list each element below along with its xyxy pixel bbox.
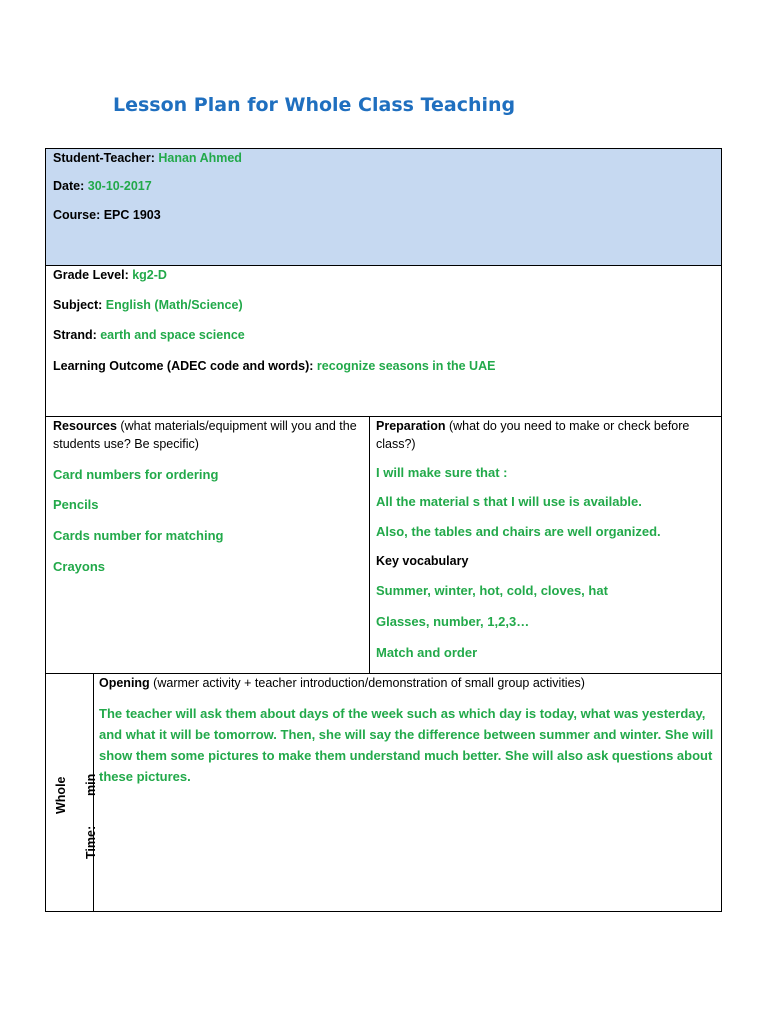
resource-item: Crayons [53, 559, 106, 574]
preparation-item: I will make sure that : [376, 465, 508, 480]
page-title: Lesson Plan for Whole Class Teaching [113, 94, 516, 116]
column-divider [369, 417, 370, 674]
key-vocabulary-label: Key vocabulary [376, 554, 469, 568]
date-label: Date: [53, 179, 85, 193]
date-row [53, 179, 152, 193]
lesson-plan-table [45, 148, 722, 912]
preparation-header [376, 417, 718, 453]
date-value: 30-10-2017 [87, 179, 152, 193]
outcome-label: Learning Outcome (ADEC code and words): [53, 359, 314, 373]
resource-item: Pencils [53, 497, 99, 512]
opening-hint: (warmer activity + teacher introduction/demonstration of small group activities) [149, 676, 585, 690]
grade-row [53, 268, 167, 282]
header-section [46, 149, 721, 266]
opening-section [46, 674, 721, 912]
resources-hint-2: students use? Be specific) [53, 437, 199, 451]
opening-label: Opening [99, 676, 150, 690]
outcome-row [53, 359, 495, 373]
opening-description: The teacher will ask them about days of the week such as which day is today, what was yesterday, and what it will be tomorrow. Then, she will say the difference between summer and winter. She will show them some pictures to make them understand much better. She will also ask questions about these pictures. [99, 706, 714, 784]
grade-label: Grade Level: [53, 268, 129, 282]
subject-value: English (Math/Science) [105, 298, 243, 312]
student-teacher-row [53, 151, 242, 165]
preparation-item: Also, the tables and chairs are well organized. [376, 524, 661, 539]
course-label: Course: [53, 208, 101, 222]
resources-preparation-section [46, 417, 721, 674]
strand-value: earth and space science [100, 328, 245, 342]
resources-hint-1: (what materials/equipment will you and the [116, 419, 357, 433]
resource-item: Card numbers for ordering [53, 467, 219, 482]
strand-row [53, 328, 245, 342]
vocabulary-item: Glasses, number, 1,2,3… [376, 614, 530, 629]
resource-item: Cards number for matching [53, 528, 224, 543]
vocabulary-item: Summer, winter, hot, cold, cloves, hat [376, 583, 608, 598]
preparation-hint-2: class?) [376, 437, 416, 451]
student-teacher-value: Hanan Ahmed [158, 151, 242, 165]
preparation-hint-1: (what do you need to make or check before [445, 419, 690, 433]
outcome-value: recognize seasons in the UAE [316, 359, 496, 373]
resources-header [53, 417, 365, 453]
min-label: min [84, 773, 98, 796]
course-value: EPC 1903 [103, 208, 161, 222]
preparation-label: Preparation [376, 419, 446, 433]
whole-label: Whole [54, 776, 68, 814]
opening-header [99, 674, 585, 692]
vocabulary-item: Match and order [376, 645, 478, 660]
preparation-item: All the material s that I will use is available. [376, 494, 642, 509]
strand-label: Strand: [53, 328, 97, 342]
course-row [53, 208, 161, 222]
grade-value: kg2-D [132, 268, 167, 282]
student-teacher-label: Student-Teacher: [53, 151, 155, 165]
subject-row [53, 298, 243, 312]
subject-label: Subject: [53, 298, 103, 312]
resources-label: Resources [53, 419, 117, 433]
details-section [46, 266, 721, 417]
time-label: Time: [84, 825, 98, 859]
